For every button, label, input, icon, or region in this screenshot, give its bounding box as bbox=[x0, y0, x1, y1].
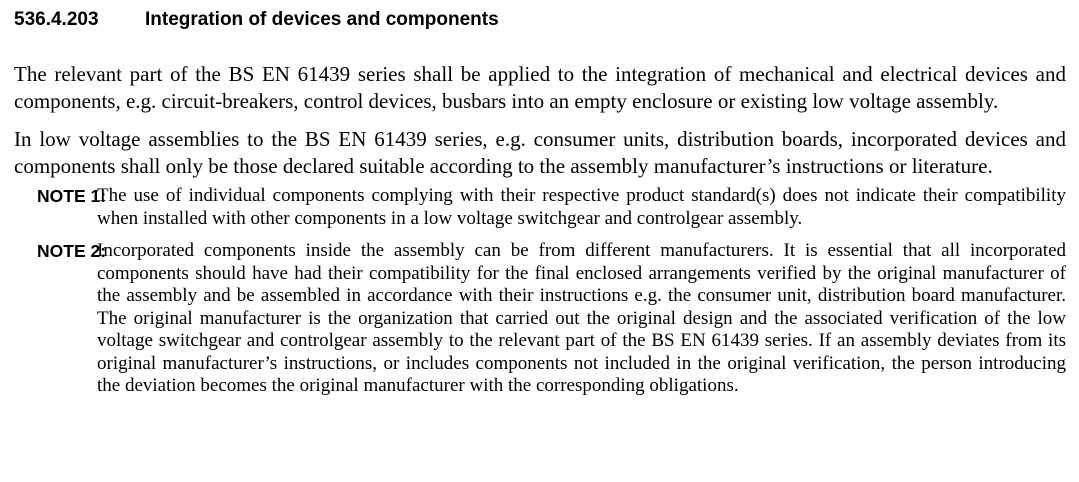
section-number: 536.4.203 bbox=[14, 9, 99, 30]
body-paragraph-1: The relevant part of the BS EN 61439 series shall be applied to the integration of mechanical and electrical devices and components, e.g. circuit-breakers, control devices, busbars into an empty enclosure or existing low voltage assembly. bbox=[14, 62, 1066, 113]
note-2 bbox=[14, 240, 1066, 398]
note-1-label: NOTE 1: bbox=[37, 186, 107, 206]
section-heading bbox=[14, 8, 1066, 31]
body-paragraph-2: In low voltage assemblies to the BS EN 61439 series, e.g. consumer units, distribution boards, incorporated devices and components shall only be those declared suitable according to the assembly manufacturer’s instructions or literature. bbox=[14, 127, 1066, 178]
section-title: Integration of devices and components bbox=[145, 9, 499, 30]
note-2-label: NOTE 2: bbox=[37, 241, 107, 261]
note-1-text: The use of individual components complying with their respective product standard(s) does not indicate their compatibility when installed with other components in a low voltage switchgear and controlgear assembly. bbox=[97, 185, 1066, 229]
note-1 bbox=[14, 185, 1066, 230]
note-2-text: Incorporated components inside the assembly can be from different manufacturers. It is essential that all incorporated components should have had their compatibility for the final enclosed arrangements verified by the original manufacturer of the assembly and be assembled in accordance with their instructions e.g. the consumer unit, distribution board manufacturer. The original manufacturer is the organization that carried out the original design and the associated verification of the low voltage switchgear and controlgear assembly to the relevant part of the BS EN 61439 series. If an assembly deviates from its original manufacturer’s instructions, or includes components not included in the original verification, the person introducing the deviation becomes the original manufacturer with the corresponding obligations. bbox=[97, 240, 1066, 396]
